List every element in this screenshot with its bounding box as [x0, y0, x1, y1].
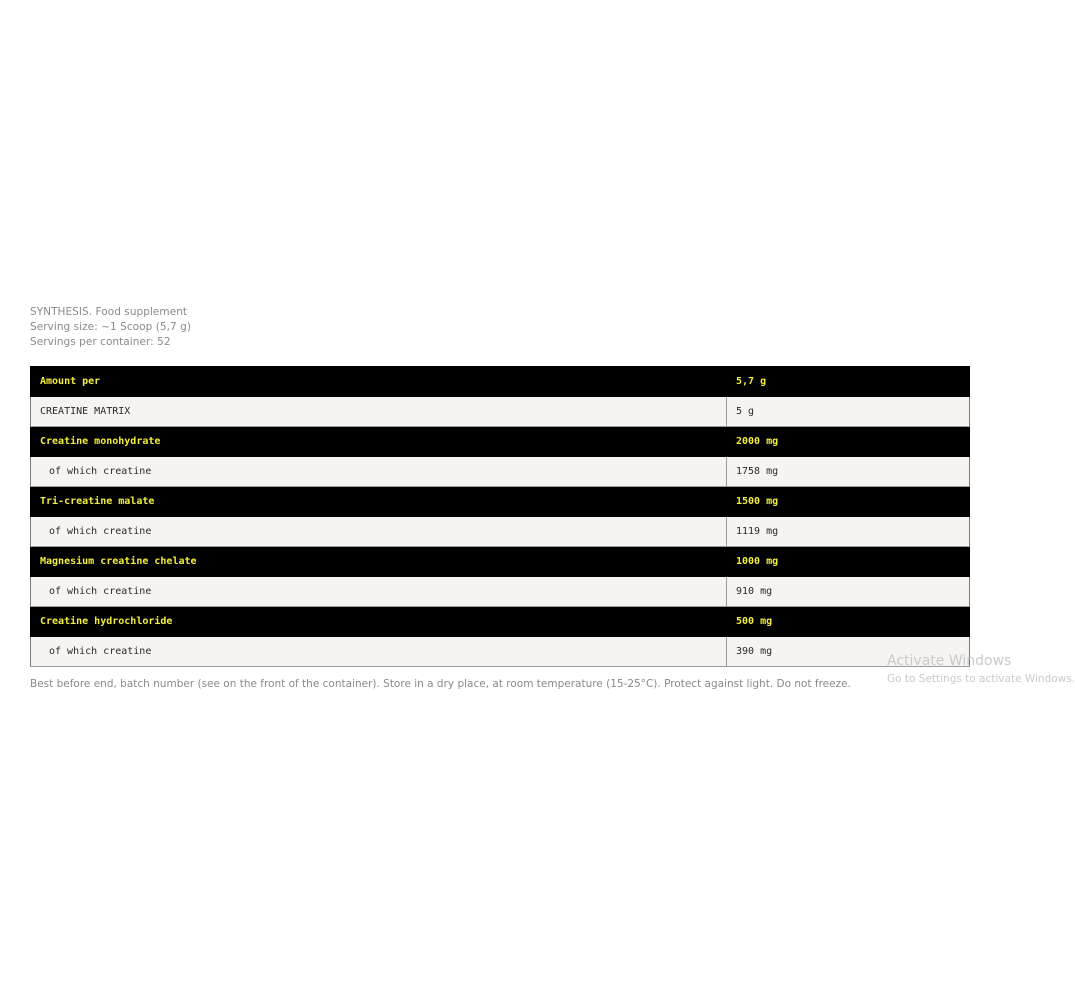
table-row-of-which-creatine — [31, 577, 970, 607]
row-value: 500 mg — [727, 607, 970, 637]
servings-per-container: Servings per container: 52 — [30, 336, 171, 348]
table-row-of-which-creatine — [31, 457, 970, 487]
serving-size: Serving size: ~1 Scoop (5,7 g) — [30, 321, 191, 333]
watermark-title: Activate Windows — [887, 653, 1012, 669]
row-value: 910 mg — [727, 577, 970, 607]
table-row-of-which-creatine — [31, 517, 970, 547]
table-row-amount-per — [31, 367, 970, 397]
table-row-tri-creatine-malate — [31, 487, 970, 517]
activate-windows-watermark — [887, 652, 1075, 686]
row-label: Magnesium creatine chelate — [31, 547, 727, 577]
table-row-of-which-creatine — [31, 637, 970, 667]
row-value: 5 g — [727, 397, 970, 427]
nutrition-table — [30, 366, 970, 667]
row-value: 1500 mg — [727, 487, 970, 517]
row-label: of which creatine — [31, 517, 727, 547]
watermark-subtitle: Go to Settings to activate Windows. — [887, 673, 1075, 685]
table-row-creatine-monohydrate — [31, 427, 970, 457]
row-label: CREATINE MATRIX — [31, 397, 727, 427]
table-row-creatine-hydrochloride — [31, 607, 970, 637]
product-line: SYNTHESIS. Food supplement — [30, 306, 188, 318]
table-row-creatine-matrix — [31, 397, 970, 427]
storage-note: Best before end, batch number (see on the front of the container). Store in a dry place, at room temperature (15-25°C). Protect against light. Do not freeze. — [30, 678, 851, 690]
row-label: Amount per — [31, 367, 727, 397]
product-header — [30, 305, 191, 350]
row-label: Creatine hydrochloride — [31, 607, 727, 637]
row-label: of which creatine — [31, 457, 727, 487]
row-value: 1758 mg — [727, 457, 970, 487]
row-value: 2000 mg — [727, 427, 970, 457]
row-label: Tri-creatine malate — [31, 487, 727, 517]
row-value: 1000 mg — [727, 547, 970, 577]
row-label: Creatine monohydrate — [31, 427, 727, 457]
row-value: 390 mg — [727, 637, 970, 667]
table-row-magnesium-creatine-chelate — [31, 547, 970, 577]
row-label: of which creatine — [31, 577, 727, 607]
row-value: 5,7 g — [727, 367, 970, 397]
row-label: of which creatine — [31, 637, 727, 667]
row-value: 1119 mg — [727, 517, 970, 547]
